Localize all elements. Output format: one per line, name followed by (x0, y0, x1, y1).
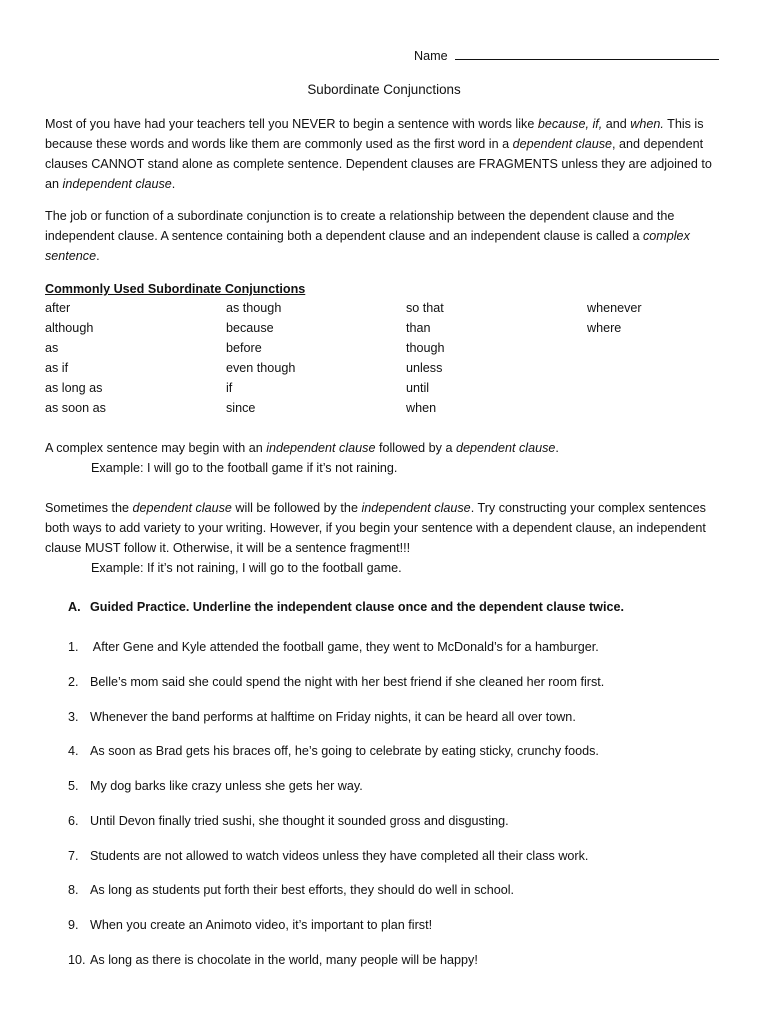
name-label: Name (414, 49, 448, 63)
conjunction-item: as long as (45, 381, 103, 395)
example-2: Example: If it’s not raining, I will go to the football game. (91, 561, 402, 575)
worksheet-title: Subordinate Conjunctions (307, 82, 461, 97)
conjunction-item: before (226, 341, 262, 355)
item-number: 10. (68, 953, 86, 967)
item-number: 7. (68, 849, 79, 863)
conjunction-column (587, 298, 767, 338)
conjunction-item: where (587, 321, 622, 335)
item-sentence[interactable]: Until Devon finally tried sushi, she thought it sounded gross and disgusting. (90, 814, 509, 828)
item-sentence[interactable]: After Gene and Kyle attended the football game, they went to McDonald’s for a hamburger. (90, 640, 599, 654)
item-sentence[interactable]: Whenever the band performs at halftime on Friday nights, it can be heard all over town. (90, 710, 576, 724)
para3-text-3: . (555, 441, 559, 455)
practice-item[interactable] (68, 950, 748, 970)
conjunction-item: because (226, 321, 274, 335)
practice-item[interactable] (68, 776, 748, 796)
para1-italic-2: when. (630, 117, 664, 131)
item-number: 5. (68, 779, 79, 793)
para3-italic-2: dependent clause (455, 441, 556, 455)
variety-paragraph (45, 498, 721, 578)
item-number: 1. (68, 640, 79, 654)
para2-italic-1: complex sentence (45, 229, 690, 263)
para1-text-5: . (171, 177, 176, 191)
example-1: Example: I will go to the football game if it’s not raining. (91, 461, 398, 475)
conjunction-item: as though (226, 301, 282, 315)
practice-item[interactable] (68, 741, 748, 761)
para4-italic-2: independent clause (361, 501, 471, 515)
para4-text-2: will be followed by the (231, 501, 362, 515)
para3-italic-1: independent clause (266, 441, 376, 455)
practice-item[interactable] (68, 846, 748, 866)
conjunction-item: until (406, 381, 430, 395)
complex-sentence-paragraph (45, 438, 721, 478)
conjunction-item: though (406, 341, 445, 355)
practice-item[interactable] (68, 707, 748, 727)
para4-body (45, 498, 721, 558)
item-sentence[interactable]: As long as students put forth their best efforts, they should do well in school. (90, 883, 514, 897)
para4-text-3: . Try constructing your complex sentences both ways to add variety to your writing. However, if you begin your sentence with a dependent clause, an independent clause MUST follow it. Otherwise, it will be a sentence fragment!!! (45, 501, 706, 555)
para1-text-4: , and dependent clauses CANNOT stand alone as complete sentence. Dependent clauses are FRAGMENTS unless they are adjoined to an (45, 137, 712, 191)
para3-text-1: A complex sentence may begin with an (45, 441, 267, 455)
practice-item[interactable] (68, 915, 748, 935)
conjunction-item: even though (226, 361, 296, 375)
item-sentence[interactable]: As long as there is chocolate in the world, many people will be happy! (90, 953, 478, 967)
conjunction-item: although (45, 321, 94, 335)
para2-text-1: The job or function of a subordinate conjunction is to create a relationship between the dependent clause and the independent clause. A sentence containing both a dependent clause and an independent clause is called a (45, 209, 675, 243)
item-number: 3. (68, 710, 79, 724)
conjunction-item: whenever (587, 301, 642, 315)
para1-text-1: Most of you have had your teachers tell you NEVER to begin a sentence with words like (45, 117, 538, 131)
intro-paragraph (45, 114, 721, 194)
item-sentence[interactable]: Belle’s mom said she could spend the night with her best friend if she cleaned her room first. (90, 675, 605, 689)
conjunction-item: as if (45, 361, 69, 375)
conjunction-item: so that (406, 301, 444, 315)
section-instructions: Guided Practice. Underline the independent clause once and the dependent clause twice. (90, 600, 624, 614)
para1-italic-1: because, if, (537, 117, 603, 131)
practice-item[interactable] (68, 880, 748, 900)
conjunction-item: if (226, 381, 233, 395)
practice-item[interactable] (68, 637, 748, 657)
para1-italic-3: dependent clause (512, 137, 613, 151)
name-field[interactable] (414, 46, 719, 66)
function-paragraph (45, 206, 721, 266)
conjunction-item: than (406, 321, 431, 335)
para4-italic-1: dependent clause (132, 501, 232, 515)
conjunction-column (406, 298, 586, 418)
conjunction-column (226, 298, 406, 418)
conjunction-item: after (45, 301, 71, 315)
guided-practice-heading (68, 597, 624, 617)
para3-text-2: followed by a (375, 441, 456, 455)
item-sentence[interactable]: As soon as Brad gets his braces off, he’s going to celebrate by eating sticky, crunchy foods. (90, 744, 599, 758)
para3-body (45, 438, 721, 458)
item-number: 8. (68, 883, 79, 897)
practice-item[interactable] (68, 672, 748, 692)
conjunction-item: unless (406, 361, 443, 375)
conjunction-column (45, 298, 225, 418)
conjunction-item: as (45, 341, 59, 355)
conjunction-item: as soon as (45, 401, 106, 415)
item-sentence[interactable]: My dog barks like crazy unless she gets her way. (90, 779, 363, 793)
item-number: 6. (68, 814, 79, 828)
para4-text-1: Sometimes the (45, 501, 133, 515)
para1-text-2: and (602, 117, 631, 131)
practice-item[interactable] (68, 811, 748, 831)
name-blank-line[interactable] (455, 46, 719, 60)
section-letter: A. (68, 600, 81, 614)
item-number: 2. (68, 675, 79, 689)
para2-text-2: . (96, 249, 100, 263)
item-number: 4. (68, 744, 79, 758)
item-sentence[interactable]: When you create an Animoto video, it’s important to plan first! (90, 918, 433, 932)
item-number: 9. (68, 918, 79, 932)
conjunction-item: since (226, 401, 256, 415)
item-sentence[interactable]: Students are not allowed to watch videos unless they have completed all their class work. (90, 849, 589, 863)
para1-italic-4: independent clause (62, 177, 172, 191)
para1-text-3: This is because these words and words like them are commonly used as the first word in a (45, 117, 704, 151)
conjunction-item: when (406, 401, 437, 415)
conjunctions-heading: Commonly Used Subordinate Conjunctions (45, 282, 306, 296)
